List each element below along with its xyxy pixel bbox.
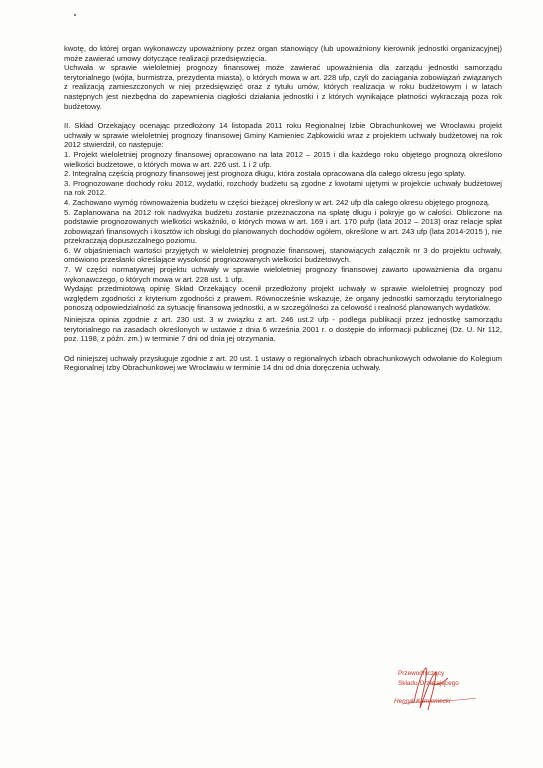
signature-block: [392, 664, 492, 734]
signature-subtitle: Składu Orzekającego: [398, 680, 459, 687]
list-item: 6. W objaśnieniach wartości przyjętych w wieloletniej prognozie finansowej, stanowiących załącznik nr 3 do projektu uchwały, omówiono przesłanki określające wysokość prognozowanych wielkości budżetowych.: [64, 245, 502, 265]
document-body: [64, 44, 502, 373]
list-item: 2. Integralną częścią prognozy finansowej jest prognoza długu, która została opracowana dla całego okresu jego spłaty.: [64, 169, 466, 179]
list-item: 4. Zachowano wymóg równoważenia budżetu w części bieżącej określony w art. 242 ufp dla całego okresu objętego prognozą.: [64, 197, 490, 207]
section-heading-paragraph: II. Skład Orzekający ocenając przedłożony 14 listopada 2011 roku Regionalnej Izbie Obrachunkowej we Wrocławiu projekt uchwały w sprawie wieloletniej prognozy finansowej Gminy Kamieniec Ząbkowicki wraz z projektem uchwały budżetowej na rok 2012 stwierdził, co następuje:: [64, 121, 502, 150]
scan-mark: [74, 14, 76, 16]
signature-name: Henryk Kamieniecki: [394, 698, 451, 705]
list-item: 5. Zaplanowana na 2012 rok nadwyżka budżetu zostanie przeznaczona na spłatę długu i pokryje go w całości. Obliczone na podstawie prognozowanych wielkości wskaźniki, o których mowa w art. 169 i art. 170 pufp (lata 2012 – 2013) oraz relacje spłat zobowiązań finansowych i kosztów ich obsługi do planowanych dochodów ogółem, określone w art. 243 ufp (lata 2014-2015 ), nie przekraczają dopuszczalnego poziomu.: [64, 207, 502, 246]
list-item: 7. W części normatywnej projektu uchwały w sprawie wieloletniej prognozy finansowej zawarto upoważnienia dla organu wykonawczego, o których mowa w art. 228 ust. 1 ufp.: [64, 265, 502, 284]
paragraph: Niniejsza opinia zgodnie z art. 230 ust. 3 w związku z art. 246 ust.2 ufp - podlega publikacji przez jednostkę samorządu terytorialnego na zasadach określonych w ustawie z dnia 6 września 2001 r. o dostępie do informacji publicznej (Dz. U. Nr 112, poz. 1198, z późn. zm.) w terminie 7 dni od dnia jej otrzymania.: [64, 315, 502, 344]
list-item: 3. Prognozowane dochody roku 2012, wydatki, rozchody budżetu są zgodne z kwotami ujętymi w projekcie uchwały budżetowej na rok 2012.: [64, 178, 502, 198]
paragraph: Od niniejszej uchwały przysługuje zgodnie z art. 20 ust. 1 ustawy o regionalnych izbach obrachunkowych odwołanie do Kolegium Regionalnej Izby Obrachunkowej we Wrocławiu w terminie 14 dni od dnia doręczenia uchwały.: [64, 353, 502, 373]
signature-title: Przewodniczący: [398, 670, 445, 677]
paragraph: kwotę, do której organ wykonawczy upoważniony przez organ stanowiący (lub upoważniony kierownik jednostki organizacyjnej) może zawierać umowy dotyczące realizacji przedsięwzięcia.: [64, 44, 502, 63]
list-item: 1. Projekt wieloletniej prognozy finansowej opracowano na lata 2012 – 2015 i dla każdego roku objętego prognozą określono wielkości budżetowe, o których mowa w art. 226 ust. 1 i 2 ufp.: [64, 149, 502, 169]
paragraph: Uchwała w sprawie wieloletniej prognozy finansowej może zawierać upoważnienia dla zarządu jednostki samorządu terytorialnego (wójta, burmistrza, prezydenta miasta), o których mowa w art. 228 ufp, czyli do zaciągania zobowiązań związanych z realizacją zamieszczonych w niej przedsięwzięć oraz z tytułu umów, których realizacja w roku budżetowym i w latach następnych jest niezbędna do zapewnienia ciągłości działania jednostki i z których wynikające płatności wykraczają poza rok budżetowy.: [64, 63, 502, 111]
paragraph: Wydając przedmiotową opinię Skład Orzekający ocenił przedłożony projekt uchwały w sprawie wieloletniej prognozy pod względem zgodności z kryterium zgodności z prawem. Równocześnie wskazuje, że organy jednostki samorządu terytorialnego ponoszą odpowiedzialność za sytuację finansową jednostki, a w szczególności za celowość i realność planowanych wydatków.: [64, 284, 502, 313]
